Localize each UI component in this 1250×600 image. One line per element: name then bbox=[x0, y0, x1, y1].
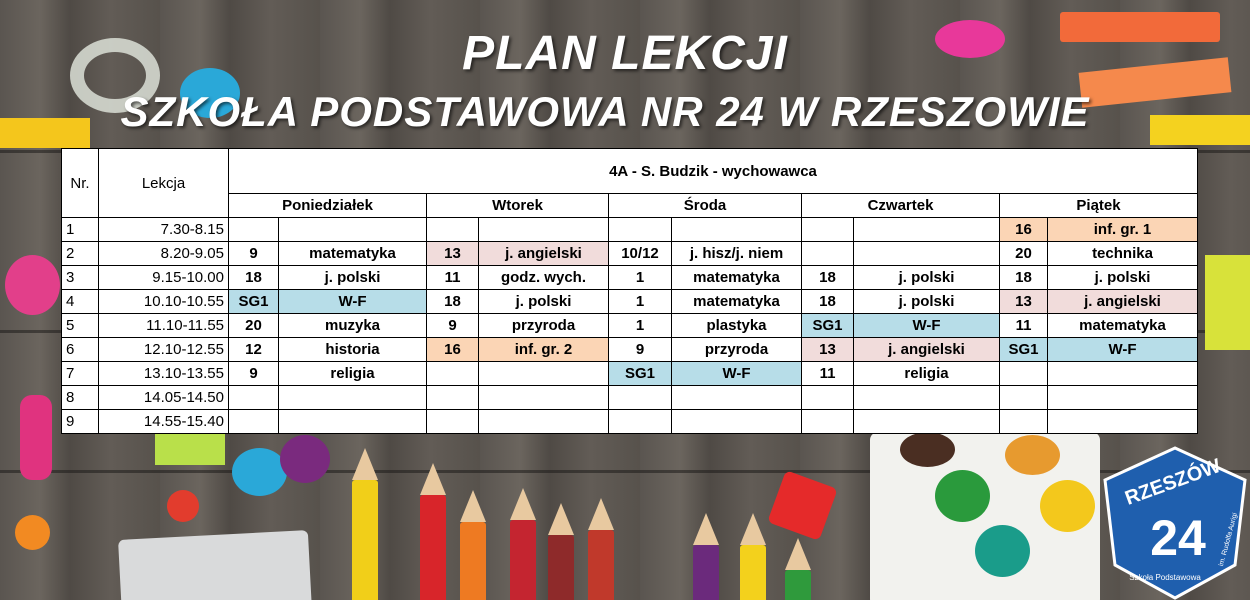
subject-cell: przyroda bbox=[479, 314, 609, 338]
subject-cell: j. polski bbox=[854, 266, 1000, 290]
room-cell bbox=[609, 218, 672, 242]
subject-cell: plastyka bbox=[672, 314, 802, 338]
subject-cell bbox=[672, 410, 802, 434]
subject-cell bbox=[672, 386, 802, 410]
pencil-orange-decoration bbox=[460, 522, 486, 600]
subject-cell bbox=[279, 218, 427, 242]
day-header: Środa bbox=[609, 194, 802, 218]
room-cell bbox=[1000, 410, 1048, 434]
room-cell bbox=[1000, 362, 1048, 386]
paint-dot-green-decoration bbox=[935, 470, 990, 522]
table-row bbox=[62, 362, 1198, 386]
subject-cell: inf. gr. 1 bbox=[1048, 218, 1198, 242]
subject-cell bbox=[479, 386, 609, 410]
paint-dot-orange-decoration bbox=[1005, 435, 1060, 475]
pencil-darkred-decoration bbox=[548, 535, 574, 600]
school-name: SZKOŁA PODSTAWOWA NR 24 W RZESZOWIE bbox=[120, 88, 1090, 135]
lesson-number: 6 bbox=[62, 338, 99, 362]
subject-cell: matematyka bbox=[672, 290, 802, 314]
table-row bbox=[62, 218, 1198, 242]
lesson-time: 13.10-13.55 bbox=[99, 362, 229, 386]
lesson-number: 8 bbox=[62, 386, 99, 410]
lesson-number: 1 bbox=[62, 218, 99, 242]
block-yellow-decoration bbox=[1205, 255, 1250, 350]
subject-cell: inf. gr. 2 bbox=[479, 338, 609, 362]
subject-cell bbox=[854, 218, 1000, 242]
subject-cell bbox=[672, 218, 802, 242]
room-cell bbox=[802, 386, 854, 410]
lesson-number: 7 bbox=[62, 362, 99, 386]
subject-cell bbox=[279, 386, 427, 410]
paint-dot-yellow-decoration bbox=[1040, 480, 1095, 532]
lesson-number: 3 bbox=[62, 266, 99, 290]
room-cell: 9 bbox=[427, 314, 479, 338]
room-cell: 16 bbox=[427, 338, 479, 362]
table-row bbox=[62, 386, 1198, 410]
room-cell: SG1 bbox=[802, 314, 854, 338]
lesson-time: 12.10-12.55 bbox=[99, 338, 229, 362]
room-cell bbox=[802, 242, 854, 266]
room-cell: 13 bbox=[427, 242, 479, 266]
subject-cell bbox=[1048, 362, 1198, 386]
pencil-red2-decoration bbox=[510, 520, 536, 600]
sharpener-decoration bbox=[767, 470, 837, 540]
room-cell: 18 bbox=[229, 266, 279, 290]
emblem-patron: im. Rudolfa Aurigi bbox=[1218, 512, 1240, 568]
lesson-time: 8.20-9.05 bbox=[99, 242, 229, 266]
pencil-brown-decoration bbox=[588, 530, 614, 600]
room-cell bbox=[427, 386, 479, 410]
room-cell: 1 bbox=[609, 290, 672, 314]
table-row bbox=[62, 338, 1198, 362]
subject-cell: W-F bbox=[854, 314, 1000, 338]
lesson-number: 5 bbox=[62, 314, 99, 338]
lesson-number: 9 bbox=[62, 410, 99, 434]
room-cell bbox=[229, 386, 279, 410]
day-header: Poniedziałek bbox=[229, 194, 427, 218]
room-cell: 13 bbox=[1000, 290, 1048, 314]
subject-cell: j. polski bbox=[479, 290, 609, 314]
ball-blue-bottom-decoration bbox=[232, 448, 287, 496]
subject-cell: j. angielski bbox=[1048, 290, 1198, 314]
room-cell: 18 bbox=[802, 266, 854, 290]
room-cell bbox=[609, 386, 672, 410]
room-cell: 11 bbox=[1000, 314, 1048, 338]
room-cell: 11 bbox=[802, 362, 854, 386]
subject-cell bbox=[854, 242, 1000, 266]
day-header: Czwartek bbox=[802, 194, 1000, 218]
subject-cell: religia bbox=[854, 362, 1000, 386]
subject-cell bbox=[479, 362, 609, 386]
subject-cell bbox=[479, 410, 609, 434]
room-cell: 9 bbox=[229, 242, 279, 266]
subject-cell: W-F bbox=[672, 362, 802, 386]
pencil-yellow2-decoration bbox=[740, 545, 766, 600]
column-header-lesson: Lekcja bbox=[99, 149, 229, 218]
subject-cell bbox=[854, 410, 1000, 434]
ball-orange-decoration bbox=[15, 515, 50, 550]
paint-dot-teal-decoration bbox=[975, 525, 1030, 577]
room-cell bbox=[427, 218, 479, 242]
ball-red-decoration bbox=[167, 490, 199, 522]
ball-pink-bottom-decoration bbox=[20, 395, 52, 480]
pencil-red-decoration bbox=[420, 495, 446, 600]
room-cell: 11 bbox=[427, 266, 479, 290]
lesson-time: 14.05-14.50 bbox=[99, 386, 229, 410]
timetable bbox=[61, 148, 1198, 434]
room-cell: 13 bbox=[802, 338, 854, 362]
table-row bbox=[62, 410, 1198, 434]
subject-cell: j. hisz/j. niem bbox=[672, 242, 802, 266]
room-cell bbox=[609, 410, 672, 434]
table-row bbox=[62, 290, 1198, 314]
room-cell: 1 bbox=[609, 314, 672, 338]
room-cell: SG1 bbox=[609, 362, 672, 386]
emblem-caption: Szkoła Podstawowa bbox=[1129, 573, 1201, 582]
room-cell: 9 bbox=[229, 362, 279, 386]
pencil-purple-decoration bbox=[693, 545, 719, 600]
subject-cell: historia bbox=[279, 338, 427, 362]
ball-pink-decoration bbox=[5, 255, 60, 315]
room-cell: 9 bbox=[609, 338, 672, 362]
lesson-time: 7.30-8.15 bbox=[99, 218, 229, 242]
room-cell bbox=[427, 362, 479, 386]
pencil-yellow-decoration bbox=[352, 480, 378, 600]
lesson-time: 14.55-15.40 bbox=[99, 410, 229, 434]
room-cell: 1 bbox=[609, 266, 672, 290]
subject-cell: matematyka bbox=[279, 242, 427, 266]
room-cell bbox=[229, 218, 279, 242]
room-cell: 20 bbox=[1000, 242, 1048, 266]
subject-cell: religia bbox=[279, 362, 427, 386]
subject-cell: j. angielski bbox=[479, 242, 609, 266]
subject-cell bbox=[854, 386, 1000, 410]
subject-cell: matematyka bbox=[672, 266, 802, 290]
column-header-nr: Nr. bbox=[62, 149, 99, 218]
room-cell bbox=[802, 218, 854, 242]
class-header: 4A - S. Budzik - wychowawca bbox=[229, 149, 1198, 194]
subject-cell: j. angielski bbox=[854, 338, 1000, 362]
ball-purple-decoration bbox=[280, 435, 330, 483]
room-cell bbox=[1000, 386, 1048, 410]
school-emblem bbox=[1100, 440, 1250, 600]
table-row bbox=[62, 266, 1198, 290]
room-cell: 18 bbox=[427, 290, 479, 314]
subject-cell: matematyka bbox=[1048, 314, 1198, 338]
subject-cell bbox=[1048, 386, 1198, 410]
room-cell: SG1 bbox=[1000, 338, 1048, 362]
room-cell: 20 bbox=[229, 314, 279, 338]
emblem-number: 24 bbox=[1150, 510, 1206, 566]
room-cell: 10/12 bbox=[609, 242, 672, 266]
subject-cell bbox=[279, 410, 427, 434]
paint-dot-brown-decoration bbox=[900, 432, 955, 467]
lesson-time: 10.10-10.55 bbox=[99, 290, 229, 314]
subject-cell: j. polski bbox=[854, 290, 1000, 314]
subject-cell: godz. wych. bbox=[479, 266, 609, 290]
sticky-note-decoration bbox=[155, 430, 225, 465]
subject-cell: muzyka bbox=[279, 314, 427, 338]
subject-cell bbox=[479, 218, 609, 242]
day-header: Wtorek bbox=[427, 194, 609, 218]
emblem-city: RZESZÓW bbox=[1122, 454, 1224, 510]
lesson-number: 2 bbox=[62, 242, 99, 266]
room-cell bbox=[427, 410, 479, 434]
room-cell: 12 bbox=[229, 338, 279, 362]
table-row bbox=[62, 242, 1198, 266]
lesson-time: 9.15-10.00 bbox=[99, 266, 229, 290]
subject-cell bbox=[1048, 410, 1198, 434]
room-cell: 18 bbox=[802, 290, 854, 314]
calculator-decoration bbox=[118, 530, 312, 600]
page-title: PLAN LEKCJI bbox=[462, 27, 788, 80]
subject-cell: W-F bbox=[279, 290, 427, 314]
room-cell bbox=[802, 410, 854, 434]
room-cell bbox=[229, 410, 279, 434]
subject-cell: j. polski bbox=[279, 266, 427, 290]
subject-cell: technika bbox=[1048, 242, 1198, 266]
table-row bbox=[62, 314, 1198, 338]
lesson-time: 11.10-11.55 bbox=[99, 314, 229, 338]
room-cell: 16 bbox=[1000, 218, 1048, 242]
pencil-green-decoration bbox=[785, 570, 811, 600]
day-header: Piątek bbox=[1000, 194, 1198, 218]
room-cell: 18 bbox=[1000, 266, 1048, 290]
subject-cell: j. polski bbox=[1048, 266, 1198, 290]
subject-cell: przyroda bbox=[672, 338, 802, 362]
lesson-number: 4 bbox=[62, 290, 99, 314]
subject-cell: W-F bbox=[1048, 338, 1198, 362]
room-cell: SG1 bbox=[229, 290, 279, 314]
